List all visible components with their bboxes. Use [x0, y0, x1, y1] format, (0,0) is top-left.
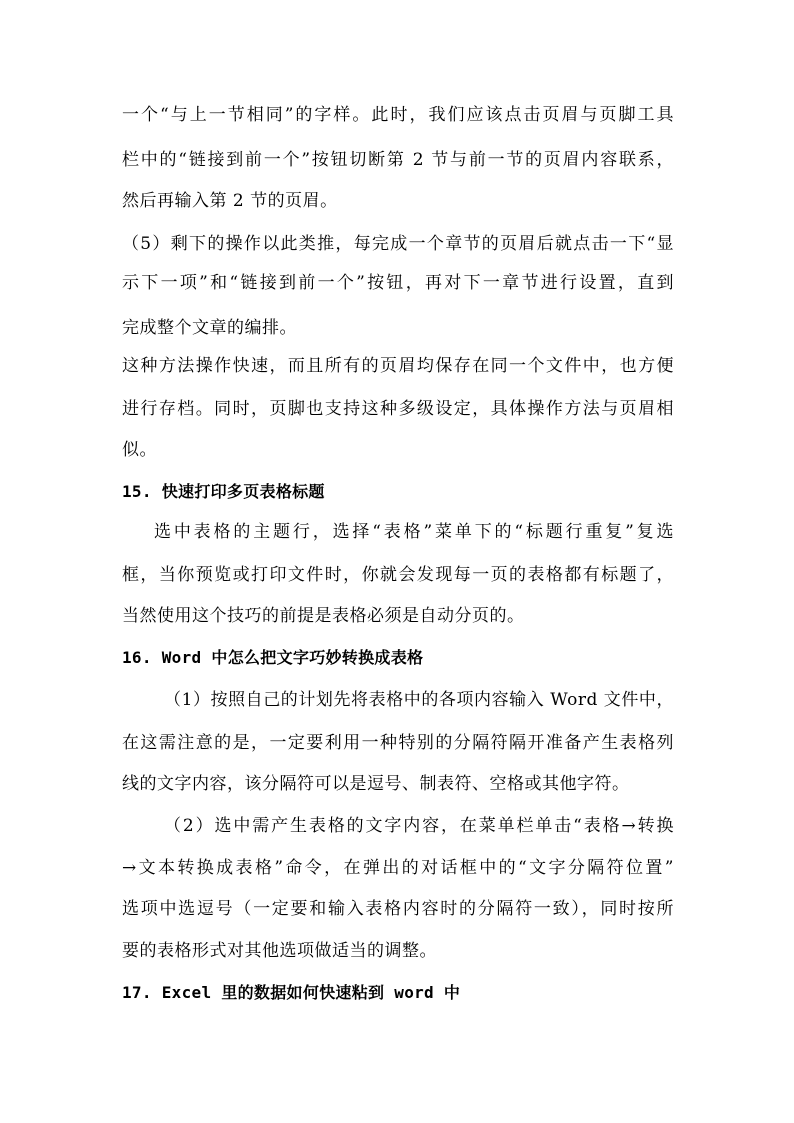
paragraph-2-line-3: 完成整个文章的编排。: [122, 318, 297, 338]
paragraph-1-line-1: 一个“与上一节相同”的字样。此时，我们应该点击页眉与页脚工具: [122, 105, 674, 125]
paragraph-6-line-1: （2）选中需产生表格的文字内容，在菜单栏单击“表格→转换: [164, 816, 674, 836]
paragraph-4-line-1: 选中表格的主题行，选择“表格”菜单下的“标题行重复”复选: [154, 522, 674, 542]
paragraph-6-line-2: →文本转换成表格”命令，在弹出的对话框中的“文字分隔符位置”: [122, 858, 674, 878]
paragraph-3-line-1: 这种方法操作快速，而且所有的页眉均保存在同一个文件中，也方便: [122, 356, 674, 376]
section-heading-16: 16. Word 中怎么把文字巧妙转换成表格: [122, 648, 424, 667]
paragraph-6-line-4: 要的表格形式对其他选项做适当的调整。: [122, 941, 437, 961]
paragraph-5-line-2: 在这需注意的是，一定要利用一种特别的分隔符隔开准备产生表格列: [122, 733, 674, 753]
paragraph-4-line-3: 当然使用这个技巧的前提是表格必须是自动分页的。: [122, 606, 525, 626]
paragraph-5-line-3: 线的文字内容，该分隔符可以是逗号、制表符、空格或其他字符。: [122, 774, 630, 794]
section-heading-17: 17. Excel 里的数据如何快速粘到 word 中: [122, 983, 461, 1002]
paragraph-6-line-3: 选项中选逗号（一定要和输入表格内容时的分隔符一致），同时按所: [122, 899, 674, 919]
paragraph-5-line-1: （1）按照自己的计划先将表格中的各项内容输入 Word 文件中，: [164, 690, 674, 710]
section-heading-15: 15. 快速打印多页表格标题: [122, 482, 325, 501]
paragraph-1-line-3: 然后再输入第 2 节的页眉。: [122, 191, 338, 211]
paragraph-3-line-2: 进行存档。同时，页脚也支持这种多级设定，具体操作方法与页眉相: [122, 399, 674, 419]
paragraph-4-line-2: 框，当你预览或打印文件时，你就会发现每一页的表格都有标题了，: [122, 565, 674, 585]
paragraph-1-line-2: 栏中的“链接到前一个”按钮切断第 2 节与前一节的页眉内容联系，: [122, 150, 674, 170]
paragraph-2-line-2: 示下一项”和“链接到前一个”按钮，再对下一章节进行设置，直到: [122, 273, 674, 293]
paragraph-2-line-1: （5）剩下的操作以此类推，每完成一个章节的页眉后就点击一下“显: [122, 234, 674, 254]
paragraph-3-line-3: 似。: [122, 440, 157, 460]
